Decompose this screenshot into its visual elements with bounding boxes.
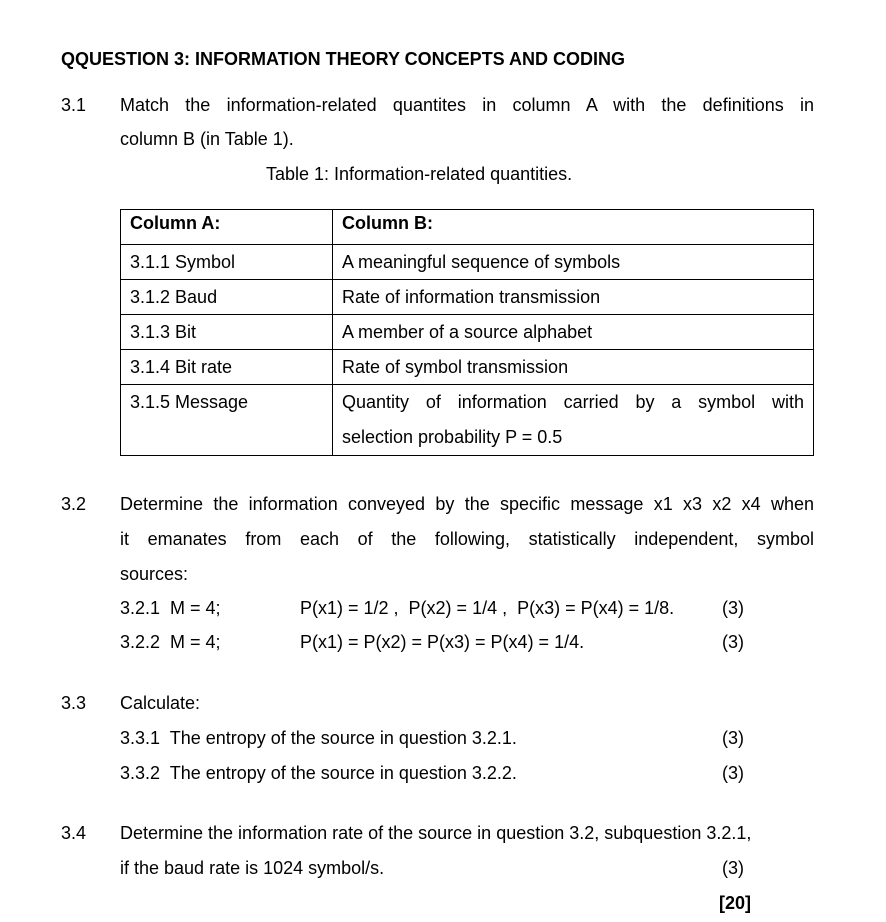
q322-label: 3.2.2 M = 4; (120, 632, 221, 652)
q322-marks: (3) (722, 632, 744, 652)
q32-line2: it emanates from each of the following, statistically independent, symbol (120, 529, 814, 549)
q31-line2: column B (in Table 1). (120, 129, 294, 149)
column-b-cell: Rate of information transmission (333, 280, 814, 315)
column-a-cell: 3.1.1 Symbol (121, 245, 333, 280)
column-b-cell: A meaningful sequence of symbols (333, 245, 814, 280)
q332-text: 3.3.2 The entropy of the source in question 3.2.2. (120, 763, 517, 783)
table-row (121, 385, 814, 456)
column-b-line1: Quantity of information carried by a symbol with (342, 392, 804, 412)
column-b-cell: Rate of symbol transmission (333, 350, 814, 385)
q321-label: 3.2.1 M = 4; (120, 598, 221, 618)
q331-marks: (3) (722, 728, 744, 748)
column-a-cell: 3.1.4 Bit rate (121, 350, 333, 385)
q33-heading: Calculate: (120, 693, 201, 713)
table-row (121, 315, 814, 350)
q31-number: 3.1 (61, 95, 87, 115)
q332-marks: (3) (722, 763, 744, 783)
table-row (121, 245, 814, 280)
column-a-cell: 3.1.3 Bit (121, 315, 333, 350)
column-b-header: Column B: (333, 210, 814, 245)
information-quantities-table (120, 209, 814, 456)
q32-line1: Determine the information conveyed by the specific message x1 x3 x2 x4 when (120, 494, 814, 514)
q321-marks: (3) (722, 598, 744, 618)
table-row (121, 350, 814, 385)
q31-line1: Match the information-related quantites in column A with the definitions in (120, 95, 814, 115)
q34-marks: (3) (722, 858, 744, 878)
total-marks: [20] (719, 893, 752, 913)
q321-text: P(x1) = 1/2 , P(x2) = 1/4 , P(x3) = P(x4) = 1/8. (300, 598, 675, 618)
column-a-cell: 3.1.5 Message (121, 385, 333, 456)
question-title: QQUESTION 3: INFORMATION THEORY CONCEPTS AND CODING (61, 49, 626, 69)
q34-line2: if the baud rate is 1024 symbol/s. (120, 858, 385, 878)
q33-number: 3.3 (61, 693, 87, 713)
column-a-header: Column A: (121, 210, 333, 245)
q32-line3: sources: (120, 564, 189, 584)
q322-text: P(x1) = P(x2) = P(x3) = P(x4) = 1/4. (300, 632, 585, 652)
column-a-cell: 3.1.2 Baud (121, 280, 333, 315)
q34-number: 3.4 (61, 823, 87, 843)
table-row (121, 280, 814, 315)
table-header-row (121, 210, 814, 245)
q331-text: 3.3.1 The entropy of the source in question 3.2.1. (120, 728, 517, 748)
table-caption: Table 1: Information-related quantities. (266, 164, 573, 184)
column-b-line2: selection probability P = 0.5 (342, 427, 563, 447)
q32-number: 3.2 (61, 494, 87, 514)
column-b-cell (333, 385, 814, 456)
column-b-cell: A member of a source alphabet (333, 315, 814, 350)
q34-line1: Determine the information rate of the source in question 3.2, subquestion 3.2.1, (120, 823, 752, 843)
